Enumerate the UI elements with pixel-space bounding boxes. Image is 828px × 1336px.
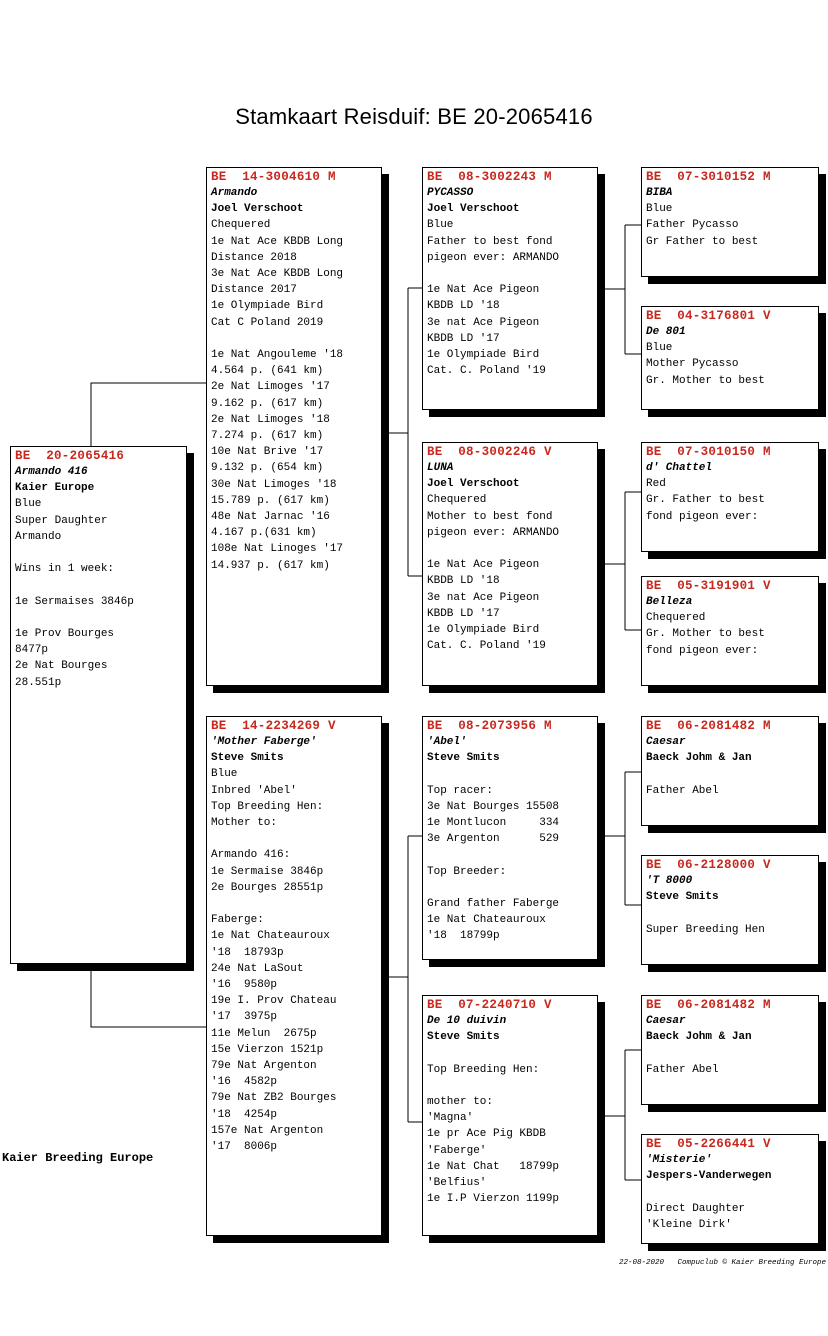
info-line: '18 18793p <box>211 946 284 959</box>
breeder-name: Baeck Johm & Jan <box>646 752 752 765</box>
info-line: Distance 2017 <box>211 284 297 297</box>
info-line: 48e Nat Jarnac '16 <box>211 511 330 524</box>
ring-number: BE 07-3010152 M <box>646 170 771 184</box>
pigeon-name: Armando <box>211 187 258 199</box>
info-line: 3e nat Ace Pigeon <box>427 316 540 329</box>
info-line: Chequered <box>646 612 706 625</box>
info-line: Father Abel <box>646 784 719 797</box>
info-line: fond pigeon ever: <box>646 510 759 523</box>
info-line: 9.162 p. (617 km) <box>211 397 324 410</box>
info-line: 8477p <box>15 644 49 657</box>
info-line: 1e Nat Ace KBDB Long <box>211 235 344 248</box>
pigeon-name: 'Mother Faberge' <box>211 736 317 748</box>
page-title: Stamkaart Reisduif: BE 20-2065416 <box>235 104 593 129</box>
ring-number: BE 05-3191901 V <box>646 579 771 593</box>
info-line: Mother Pycasso <box>646 358 739 371</box>
info-line <box>427 266 593 282</box>
info-line: '18 18799p <box>427 930 500 943</box>
info-line: 1e Olympiade Bird <box>211 300 324 313</box>
pigeon-name: d' Chattel <box>646 462 713 474</box>
info-line: 108e Nat Linoges '17 <box>211 543 344 556</box>
pigeon-name: Caesar <box>646 1015 686 1027</box>
info-line: 1e Sermaises 3846p <box>15 595 134 608</box>
info-line: 157e Nat Argenton <box>211 1124 324 1137</box>
breeder-name: Joel Verschoot <box>427 478 520 491</box>
info-line: Father Abel <box>646 1063 719 1076</box>
info-line: 'Kleine Dirk' <box>646 1218 732 1231</box>
info-line: Mother to: <box>211 817 278 830</box>
info-line <box>427 847 593 863</box>
info-line: 'Magna' <box>427 1112 474 1125</box>
info-line: Cat C Poland 2019 <box>211 316 324 329</box>
info-line: pigeon ever: ARMANDO <box>427 251 560 264</box>
pedigree-card-fff <box>641 167 819 277</box>
info-line: 9.132 p. (654 km) <box>211 462 324 475</box>
info-line: Top racer: <box>427 784 494 797</box>
pedigree-card-mfm <box>641 855 819 965</box>
info-line: Blue <box>211 768 238 781</box>
info-line: 10e Nat Brive '17 <box>211 446 324 459</box>
info-line: 2e Bourges 28551p <box>211 881 324 894</box>
info-line: 'Faberge' <box>427 1144 487 1157</box>
info-line: 2e Nat Bourges <box>15 660 108 673</box>
ring-number: BE 08-3002243 M <box>427 170 552 184</box>
info-line: '17 3975p <box>211 1011 278 1024</box>
breeder-name: Steve Smits <box>211 752 284 765</box>
footer-credit: 22-08-2020 Compuclub © Kaier Breeding Europe <box>618 1259 826 1267</box>
pigeon-name: 'T 8000 <box>646 875 693 887</box>
pigeon-name: PYCASSO <box>427 187 474 199</box>
ring-number: BE 07-2240710 V <box>427 998 552 1012</box>
info-line: Top Breeding Hen: <box>211 800 324 813</box>
info-line <box>15 577 182 593</box>
pigeon-name: Caesar <box>646 736 686 748</box>
pedigree-card-mmm <box>641 1134 819 1244</box>
info-line: 1e Sermaise 3846p <box>211 865 324 878</box>
info-line: 7.274 p. (617 km) <box>211 430 324 443</box>
breeder-name: Kaier Europe <box>15 482 95 495</box>
info-line: Armando 416: <box>211 849 291 862</box>
info-line <box>15 545 182 561</box>
pigeon-name: De 801 <box>646 326 686 338</box>
info-line: 1e I.P Vierzon 1199p <box>427 1193 560 1206</box>
info-line <box>427 880 593 896</box>
info-line: 15.789 p. (617 km) <box>211 494 330 507</box>
ring-number: BE 20-2065416 <box>15 449 125 463</box>
info-line: 1e pr Ace Pig KBDB <box>427 1128 546 1141</box>
info-line: 3e Argenton 529 <box>427 833 560 846</box>
info-line: 1e Nat Chat 18799p <box>427 1160 560 1173</box>
info-line <box>211 896 377 912</box>
info-line: Father Pycasso <box>646 219 739 232</box>
ring-number: BE 06-2128000 V <box>646 858 771 872</box>
info-line <box>646 1184 814 1200</box>
ring-number: BE 07-3010150 M <box>646 445 771 459</box>
info-line: 15e Vierzon 1521p <box>211 1043 324 1056</box>
info-line: pigeon ever: ARMANDO <box>427 526 560 539</box>
info-line: Super Breeding Hen <box>646 923 765 936</box>
info-line: 3e Nat Ace KBDB Long <box>211 268 344 281</box>
ring-number: BE 05-2266441 V <box>646 1137 771 1151</box>
info-line: 1e Olympiade Bird <box>427 624 540 637</box>
info-line: 2e Nat Limoges '18 <box>211 413 330 426</box>
info-line: Wins in 1 week: <box>15 563 115 576</box>
ring-number: BE 06-2081482 M <box>646 998 771 1012</box>
info-line: '16 9580p <box>211 979 278 992</box>
info-line: 3e Nat Bourges 15508 <box>427 800 560 813</box>
info-line: Gr. Father to best <box>646 494 765 507</box>
ring-number: BE 06-2081482 M <box>646 719 771 733</box>
info-line <box>211 831 377 847</box>
info-line: Inbred 'Abel' <box>211 784 297 797</box>
info-line: 4.564 p. (641 km) <box>211 365 324 378</box>
pigeon-name: Armando 416 <box>15 466 88 478</box>
pedigree-card-mm <box>422 995 598 1236</box>
info-line: Blue <box>427 219 454 232</box>
info-line: 4.167 p.(631 km) <box>211 527 317 540</box>
info-line: 1e Prov Bourges <box>15 627 115 640</box>
info-line: Gr. Mother to best <box>646 374 765 387</box>
info-line <box>427 541 593 557</box>
pigeon-name: BIBA <box>646 187 673 199</box>
info-line: Grand father Faberge <box>427 897 560 910</box>
pigeon-name: Belleza <box>646 596 693 608</box>
info-line: KBDB LD '17 <box>427 332 500 345</box>
info-line: Top Breeding Hen: <box>427 1063 540 1076</box>
info-line: 30e Nat Limoges '18 <box>211 478 337 491</box>
breeder-name: Steve Smits <box>427 1031 500 1044</box>
info-line: 1e Nat Chateauroux <box>211 930 330 943</box>
info-line: Mother to best fond <box>427 510 553 523</box>
info-line: Blue <box>646 203 673 216</box>
info-line: 19e I. Prov Chateau <box>211 995 337 1008</box>
info-line: '18 4254p <box>211 1108 278 1121</box>
breeder-name: Baeck Johm & Jan <box>646 1031 752 1044</box>
info-line: Chequered <box>427 494 487 507</box>
info-line: Distance 2018 <box>211 251 297 264</box>
pigeon-name: 'Abel' <box>427 736 467 748</box>
breeder-name: Steve Smits <box>646 891 719 904</box>
info-line: Super Daughter <box>15 514 108 527</box>
info-line: Cat. C. Poland '19 <box>427 640 546 653</box>
pigeon-name: De 10 duivin <box>427 1015 507 1027</box>
info-line: '16 4582p <box>211 1076 278 1089</box>
info-line: mother to: <box>427 1095 494 1108</box>
info-line: Blue <box>15 498 42 511</box>
info-line: 'Belfius' <box>427 1177 487 1189</box>
pedigree-card-father <box>206 167 382 686</box>
info-line: 2e Nat Limoges '17 <box>211 381 330 394</box>
info-line <box>427 766 593 782</box>
info-line <box>15 610 182 626</box>
info-line <box>427 1045 593 1061</box>
info-line: Red <box>646 478 666 491</box>
info-line <box>427 1078 593 1094</box>
pedigree-card-mother <box>206 716 382 1236</box>
info-line <box>646 905 814 921</box>
ring-number: BE 08-3002246 V <box>427 445 552 459</box>
info-line: 1e Nat Ace Pigeon <box>427 284 540 297</box>
ring-number: BE 04-3176801 V <box>646 309 771 323</box>
pedigree-card-fmf <box>641 442 819 552</box>
pedigree-card-ffm <box>641 306 819 410</box>
info-line: KBDB LD '18 <box>427 300 500 313</box>
ring-number: BE 14-2234269 V <box>211 719 336 733</box>
info-line: 11e Melun 2675p <box>211 1027 317 1040</box>
pedigree-card-mmf <box>641 995 819 1105</box>
info-line: KBDB LD '18 <box>427 575 500 588</box>
info-line: Blue <box>646 342 673 355</box>
info-line: 1e Nat Angouleme '18 <box>211 349 344 362</box>
pigeon-name: LUNA <box>427 462 454 474</box>
info-line: 1e Nat Chateauroux <box>427 914 546 927</box>
ring-number: BE 14-3004610 M <box>211 170 336 184</box>
info-line: 3e nat Ace Pigeon <box>427 591 540 604</box>
info-line: Armando <box>15 530 62 543</box>
info-line: KBDB LD '17 <box>427 607 500 620</box>
info-line: '17 8006p <box>211 1141 278 1154</box>
pedigree-card-fm <box>422 442 598 686</box>
breeder-name: Steve Smits <box>427 752 500 765</box>
footer-company: Kaier Breeding Europe <box>2 1151 154 1165</box>
info-line: fond pigeon ever: <box>646 644 759 657</box>
info-line: 79e Nat Argenton <box>211 1060 317 1073</box>
info-line: Chequered <box>211 219 271 232</box>
breeder-name: Jespers-Vanderwegen <box>646 1170 772 1183</box>
info-line <box>646 1045 814 1061</box>
info-line: 24e Nat LaSout <box>211 962 304 975</box>
info-line: Top Breeder: <box>427 865 507 878</box>
pedigree-card-fmm <box>641 576 819 686</box>
pedigree-card-subject <box>10 446 187 964</box>
pedigree-card-mff <box>641 716 819 826</box>
info-line <box>646 766 814 782</box>
info-line <box>211 331 377 347</box>
breeder-name: Joel Verschoot <box>211 203 304 216</box>
pedigree-card-mf <box>422 716 598 960</box>
info-line: Direct Daughter <box>646 1202 746 1215</box>
info-line: 1e Montlucon 334 <box>427 817 560 829</box>
info-line: Gr. Mother to best <box>646 628 765 641</box>
info-line: Cat. C. Poland '19 <box>427 365 546 378</box>
info-line: Father to best fond <box>427 235 553 248</box>
pigeon-name: 'Misterie' <box>646 1154 713 1166</box>
info-line: Faberge: <box>211 914 264 927</box>
ring-number: BE 08-2073956 M <box>427 719 552 733</box>
pedigree-card-ff <box>422 167 598 410</box>
info-line: 1e Nat Ace Pigeon <box>427 559 540 572</box>
info-line: 79e Nat ZB2 Bourges <box>211 1092 337 1105</box>
info-line: 28.551p <box>15 676 62 689</box>
info-line: 1e Olympiade Bird <box>427 349 540 362</box>
info-line: 14.937 p. (617 km) <box>211 559 330 572</box>
breeder-name: Joel Verschoot <box>427 203 520 216</box>
info-line: Gr Father to best <box>646 235 759 248</box>
